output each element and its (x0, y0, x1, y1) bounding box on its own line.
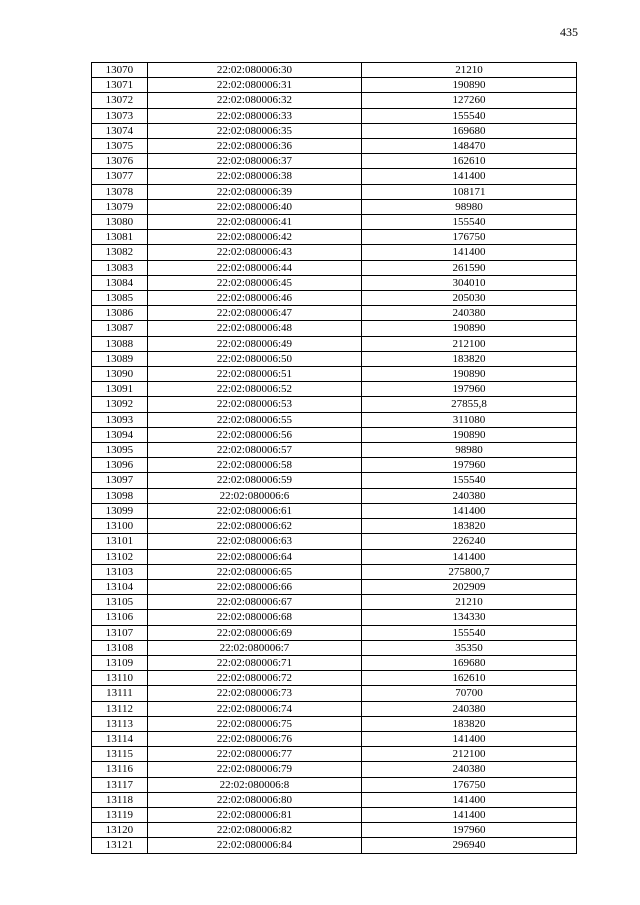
table-row (92, 731, 577, 746)
cadastral-value-cell: 226240 (362, 534, 577, 549)
cadastral-value-cell: 141400 (362, 549, 577, 564)
table-row (92, 245, 577, 260)
table-row (92, 78, 577, 93)
row-number-cell: 13091 (92, 382, 148, 397)
cadastral-value-cell: 155540 (362, 108, 577, 123)
cadastral-value-cell: 197960 (362, 458, 577, 473)
table-row (92, 367, 577, 382)
table-row (92, 412, 577, 427)
cadastral-number-cell: 22:02:080006:31 (147, 78, 361, 93)
cadastral-number-cell: 22:02:080006:56 (147, 427, 361, 442)
table-row (92, 382, 577, 397)
cadastral-value-cell: 70700 (362, 686, 577, 701)
table-row (92, 321, 577, 336)
cadastral-number-cell: 22:02:080006:73 (147, 686, 361, 701)
row-number-cell: 13070 (92, 63, 148, 78)
cadastral-value-cell: 141400 (362, 792, 577, 807)
cadastral-value-cell: 141400 (362, 169, 577, 184)
cadastral-value-cell: 190890 (362, 321, 577, 336)
table-row (92, 275, 577, 290)
row-number-cell: 13113 (92, 716, 148, 731)
table-row (92, 336, 577, 351)
cadastral-value-cell: 162610 (362, 154, 577, 169)
cadastral-value-cell: 141400 (362, 731, 577, 746)
cadastral-value-cell: 190890 (362, 367, 577, 382)
cadastral-number-cell: 22:02:080006:61 (147, 503, 361, 518)
row-number-cell: 13073 (92, 108, 148, 123)
table-row (92, 686, 577, 701)
row-number-cell: 13098 (92, 488, 148, 503)
cadastral-number-cell: 22:02:080006:84 (147, 838, 361, 853)
table-row (92, 351, 577, 366)
row-number-cell: 13085 (92, 291, 148, 306)
cadastral-number-cell: 22:02:080006:57 (147, 443, 361, 458)
cadastral-number-cell: 22:02:080006:52 (147, 382, 361, 397)
table-body (92, 63, 577, 854)
cadastral-number-cell: 22:02:080006:53 (147, 397, 361, 412)
row-number-cell: 13102 (92, 549, 148, 564)
cadastral-number-cell: 22:02:080006:39 (147, 184, 361, 199)
row-number-cell: 13094 (92, 427, 148, 442)
row-number-cell: 13084 (92, 275, 148, 290)
row-number-cell: 13086 (92, 306, 148, 321)
cadastral-number-cell: 22:02:080006:63 (147, 534, 361, 549)
table-row (92, 230, 577, 245)
cadastral-value-cell: 155540 (362, 473, 577, 488)
row-number-cell: 13080 (92, 215, 148, 230)
cadastral-value-cell: 311080 (362, 412, 577, 427)
cadastral-number-cell: 22:02:080006:76 (147, 731, 361, 746)
table-row (92, 579, 577, 594)
page-number: 435 (560, 25, 578, 39)
cadastral-number-cell: 22:02:080006:33 (147, 108, 361, 123)
cadastral-value-cell: 98980 (362, 199, 577, 214)
cadastral-number-cell: 22:02:080006:80 (147, 792, 361, 807)
cadastral-number-cell: 22:02:080006:75 (147, 716, 361, 731)
cadastral-number-cell: 22:02:080006:64 (147, 549, 361, 564)
cadastral-value-cell: 21210 (362, 595, 577, 610)
cadastral-number-cell: 22:02:080006:62 (147, 519, 361, 534)
cadastral-value-cell: 183820 (362, 519, 577, 534)
table-row (92, 139, 577, 154)
cadastral-number-cell: 22:02:080006:72 (147, 671, 361, 686)
cadastral-number-cell: 22:02:080006:77 (147, 747, 361, 762)
table-row (92, 807, 577, 822)
row-number-cell: 13092 (92, 397, 148, 412)
table-row (92, 549, 577, 564)
row-number-cell: 13116 (92, 762, 148, 777)
cadastral-value-cell: 205030 (362, 291, 577, 306)
cadastral-value-cell: 240380 (362, 762, 577, 777)
table-row (92, 823, 577, 838)
row-number-cell: 13117 (92, 777, 148, 792)
cadastral-number-cell: 22:02:080006:69 (147, 625, 361, 640)
cadastral-value-cell: 155540 (362, 215, 577, 230)
cadastral-value-cell: 98980 (362, 443, 577, 458)
row-number-cell: 13110 (92, 671, 148, 686)
table-row (92, 564, 577, 579)
cadastral-value-cell: 183820 (362, 351, 577, 366)
cadastral-number-cell: 22:02:080006:68 (147, 610, 361, 625)
table-row (92, 123, 577, 138)
cadastral-number-cell: 22:02:080006:50 (147, 351, 361, 366)
cadastral-number-cell: 22:02:080006:59 (147, 473, 361, 488)
cadastral-number-cell: 22:02:080006:49 (147, 336, 361, 351)
table-row (92, 625, 577, 640)
cadastral-value-cell: 240380 (362, 488, 577, 503)
row-number-cell: 13105 (92, 595, 148, 610)
cadastral-number-cell: 22:02:080006:42 (147, 230, 361, 245)
cadastral-number-cell: 22:02:080006:46 (147, 291, 361, 306)
cadastral-value-cell: 183820 (362, 716, 577, 731)
row-number-cell: 13112 (92, 701, 148, 716)
row-number-cell: 13108 (92, 640, 148, 655)
row-number-cell: 13100 (92, 519, 148, 534)
table-row (92, 488, 577, 503)
row-number-cell: 13107 (92, 625, 148, 640)
table-row (92, 443, 577, 458)
table-row (92, 747, 577, 762)
cadastral-value-cell: 176750 (362, 230, 577, 245)
cadastral-number-cell: 22:02:080006:8 (147, 777, 361, 792)
table-row (92, 655, 577, 670)
cadastral-value-cell: 148470 (362, 139, 577, 154)
table-row (92, 640, 577, 655)
cadastral-number-cell: 22:02:080006:38 (147, 169, 361, 184)
cadastral-number-cell: 22:02:080006:71 (147, 655, 361, 670)
row-number-cell: 13121 (92, 838, 148, 853)
row-number-cell: 13104 (92, 579, 148, 594)
row-number-cell: 13118 (92, 792, 148, 807)
cadastral-number-cell: 22:02:080006:30 (147, 63, 361, 78)
cadastral-value-cell: 35350 (362, 640, 577, 655)
cadastral-number-cell: 22:02:080006:6 (147, 488, 361, 503)
table-row (92, 108, 577, 123)
row-number-cell: 13082 (92, 245, 148, 260)
row-number-cell: 13115 (92, 747, 148, 762)
cadastral-number-cell: 22:02:080006:45 (147, 275, 361, 290)
cadastral-value-cell: 27855,8 (362, 397, 577, 412)
cadastral-number-cell: 22:02:080006:47 (147, 306, 361, 321)
table-row (92, 215, 577, 230)
cadastral-number-cell: 22:02:080006:67 (147, 595, 361, 610)
table-row (92, 93, 577, 108)
row-number-cell: 13077 (92, 169, 148, 184)
cadastral-number-cell: 22:02:080006:48 (147, 321, 361, 336)
cadastral-number-cell: 22:02:080006:58 (147, 458, 361, 473)
cadastral-value-cell: 240380 (362, 306, 577, 321)
cadastral-value-cell: 190890 (362, 427, 577, 442)
cadastral-value-cell: 141400 (362, 245, 577, 260)
row-number-cell: 13119 (92, 807, 148, 822)
row-number-cell: 13097 (92, 473, 148, 488)
table-row (92, 701, 577, 716)
cadastral-number-cell: 22:02:080006:40 (147, 199, 361, 214)
cadastral-number-cell: 22:02:080006:65 (147, 564, 361, 579)
row-number-cell: 13114 (92, 731, 148, 746)
row-number-cell: 13111 (92, 686, 148, 701)
cadastral-value-cell: 169680 (362, 655, 577, 670)
table-row (92, 671, 577, 686)
row-number-cell: 13089 (92, 351, 148, 366)
cadastral-value-cell: 261590 (362, 260, 577, 275)
table-row (92, 716, 577, 731)
table-row (92, 260, 577, 275)
cadastral-value-cell: 127260 (362, 93, 577, 108)
cadastral-value-cell: 169680 (362, 123, 577, 138)
cadastral-number-cell: 22:02:080006:44 (147, 260, 361, 275)
cadastral-number-cell: 22:02:080006:51 (147, 367, 361, 382)
table-row (92, 777, 577, 792)
table-row (92, 519, 577, 534)
table-row (92, 427, 577, 442)
cadastral-number-cell: 22:02:080006:37 (147, 154, 361, 169)
row-number-cell: 13075 (92, 139, 148, 154)
table-row (92, 199, 577, 214)
table-row (92, 306, 577, 321)
cadastral-value-cell: 155540 (362, 625, 577, 640)
cadastral-value-table (91, 62, 577, 854)
table-row (92, 595, 577, 610)
cadastral-value-cell: 304010 (362, 275, 577, 290)
table-row (92, 534, 577, 549)
row-number-cell: 13076 (92, 154, 148, 169)
table-row (92, 397, 577, 412)
row-number-cell: 13106 (92, 610, 148, 625)
cadastral-number-cell: 22:02:080006:74 (147, 701, 361, 716)
cadastral-value-cell: 202909 (362, 579, 577, 594)
cadastral-value-cell: 162610 (362, 671, 577, 686)
cadastral-number-cell: 22:02:080006:7 (147, 640, 361, 655)
cadastral-value-cell: 296940 (362, 838, 577, 853)
table-row (92, 458, 577, 473)
row-number-cell: 13109 (92, 655, 148, 670)
row-number-cell: 13081 (92, 230, 148, 245)
table-row (92, 838, 577, 853)
row-number-cell: 13071 (92, 78, 148, 93)
cadastral-number-cell: 22:02:080006:32 (147, 93, 361, 108)
table-row (92, 610, 577, 625)
cadastral-value-cell: 141400 (362, 807, 577, 822)
row-number-cell: 13078 (92, 184, 148, 199)
row-number-cell: 13090 (92, 367, 148, 382)
table-row (92, 792, 577, 807)
cadastral-number-cell: 22:02:080006:82 (147, 823, 361, 838)
table-row (92, 154, 577, 169)
table-row (92, 184, 577, 199)
cadastral-number-cell: 22:02:080006:66 (147, 579, 361, 594)
row-number-cell: 13083 (92, 260, 148, 275)
cadastral-value-cell: 176750 (362, 777, 577, 792)
cadastral-number-cell: 22:02:080006:35 (147, 123, 361, 138)
cadastral-value-cell: 197960 (362, 823, 577, 838)
cadastral-number-cell: 22:02:080006:55 (147, 412, 361, 427)
cadastral-value-cell: 190890 (362, 78, 577, 93)
row-number-cell: 13093 (92, 412, 148, 427)
table-row (92, 473, 577, 488)
row-number-cell: 13087 (92, 321, 148, 336)
cadastral-value-cell: 197960 (362, 382, 577, 397)
cadastral-value-cell: 141400 (362, 503, 577, 518)
row-number-cell: 13074 (92, 123, 148, 138)
table-row (92, 169, 577, 184)
cadastral-number-cell: 22:02:080006:36 (147, 139, 361, 154)
row-number-cell: 13103 (92, 564, 148, 579)
cadastral-value-cell: 134330 (362, 610, 577, 625)
cadastral-value-cell: 240380 (362, 701, 577, 716)
table-row (92, 63, 577, 78)
cadastral-value-cell: 21210 (362, 63, 577, 78)
row-number-cell: 13088 (92, 336, 148, 351)
cadastral-number-cell: 22:02:080006:43 (147, 245, 361, 260)
table-row (92, 291, 577, 306)
row-number-cell: 13072 (92, 93, 148, 108)
row-number-cell: 13096 (92, 458, 148, 473)
cadastral-value-cell: 212100 (362, 747, 577, 762)
cadastral-value-cell: 212100 (362, 336, 577, 351)
cadastral-value-cell: 108171 (362, 184, 577, 199)
cadastral-number-cell: 22:02:080006:41 (147, 215, 361, 230)
row-number-cell: 13120 (92, 823, 148, 838)
cadastral-number-cell: 22:02:080006:79 (147, 762, 361, 777)
table-row (92, 503, 577, 518)
cadastral-value-cell: 275800,7 (362, 564, 577, 579)
cadastral-number-cell: 22:02:080006:81 (147, 807, 361, 822)
row-number-cell: 13095 (92, 443, 148, 458)
table-row (92, 762, 577, 777)
row-number-cell: 13099 (92, 503, 148, 518)
row-number-cell: 13079 (92, 199, 148, 214)
row-number-cell: 13101 (92, 534, 148, 549)
